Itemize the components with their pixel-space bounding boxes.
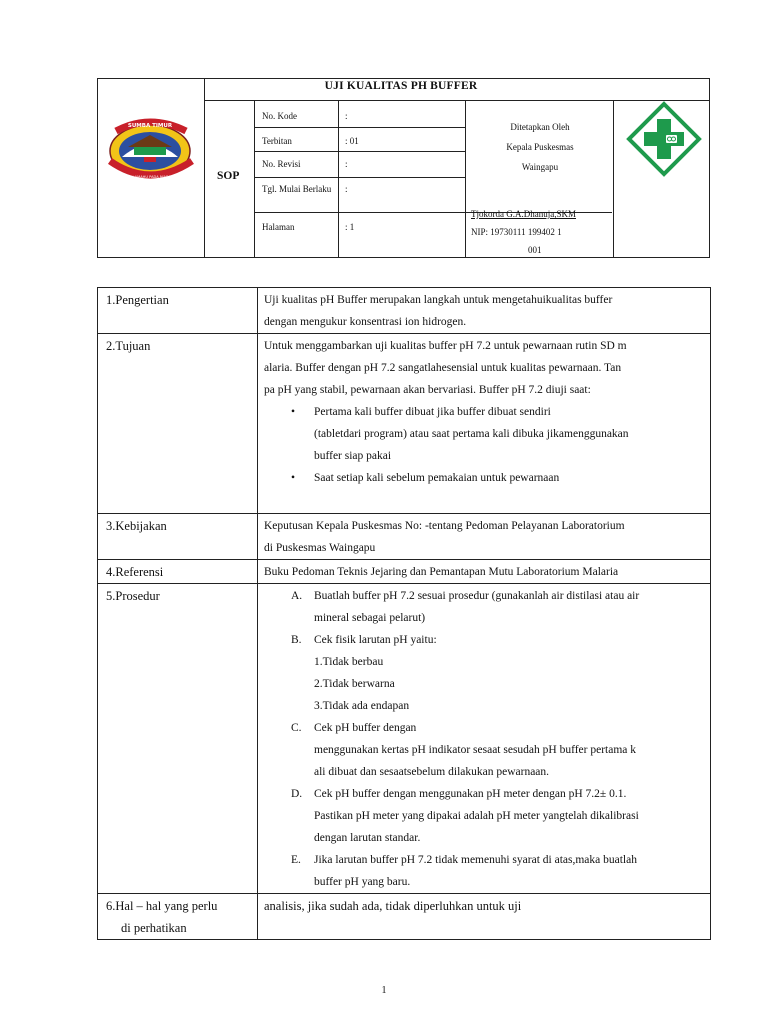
signature-block — [471, 205, 611, 259]
step-marker: D. — [291, 788, 303, 800]
sop-content-table — [97, 287, 711, 940]
text-line: dengan larutan standar. — [314, 832, 421, 844]
label-hal — [98, 894, 258, 940]
puskesmas-logo — [626, 101, 702, 177]
sub-item: 2.Tidak berwarna — [314, 678, 395, 690]
label-line: 6.Hal – hal yang perlu — [106, 899, 218, 913]
bullet-text: Saat setiap kali sebelum pemakaian untuk pewarnaan — [314, 472, 560, 484]
bullet-cont: buffer siap pakai — [314, 450, 392, 462]
field-value-kode: : — [345, 111, 348, 121]
sub-item: 1.Tidak berbau — [314, 656, 384, 668]
row-hal — [98, 894, 711, 940]
text-line: pa pH yang stabil, pewarnaan akan bervariasi. Buffer pH 7.2 diuji saat: — [264, 384, 591, 396]
text-line: ali dibuat dan sesaatsebelum dilakukan pewarnaan. — [314, 766, 550, 778]
bullet-item — [264, 467, 702, 489]
text-line: dengan mengukur konsentrasi ion hidrogen. — [264, 316, 467, 328]
signer-name: Tjokorda G.A.Dhanuja,SKM — [471, 209, 576, 219]
signer-nip: NIP: 19730111 199402 1 — [471, 227, 562, 237]
step-c — [264, 717, 702, 783]
label-kebijakan: 3.Kebijakan — [98, 514, 258, 560]
row-kebijakan — [98, 514, 711, 560]
approval-line: Kepala Puskesmas — [506, 142, 574, 152]
text-line: Untuk menggambarkan uji kualitas buffer pH 7.2 untuk pewarnaan rutin SD m — [264, 340, 627, 352]
divider — [465, 101, 466, 257]
field-label-tgl: Tgl. Mulai Berlaku — [262, 184, 332, 194]
field-value-terbitan: : 01 — [345, 136, 359, 146]
sub-item: 3.Tidak ada endapan — [314, 700, 410, 712]
content-pengertian — [258, 288, 711, 334]
divider — [254, 177, 465, 178]
divider — [613, 101, 614, 257]
text-line: Uji kualitas pH Buffer merupakan langkah untuk mengetahuikualitas buffer — [264, 294, 613, 306]
text-line: di Puskesmas Waingapu — [264, 542, 376, 554]
field-label-kode: No. Kode — [262, 111, 297, 121]
field-value-revisi: : — [345, 159, 348, 169]
logo-text-bottom: MATAWAI AMAHU PADA NJARA HAMU — [117, 175, 183, 179]
approval-block — [471, 117, 609, 177]
step-a — [264, 585, 702, 629]
content-prosedur — [258, 584, 711, 894]
field-label-terbitan: Terbitan — [262, 136, 292, 146]
content-referensi — [258, 560, 711, 584]
step-marker: B. — [291, 634, 302, 646]
text-line: Pastikan pH meter yang dipakai adalah pH meter yangtelah dikalibrasi — [314, 810, 639, 822]
sop-header-table — [97, 78, 710, 258]
label-pengertian: 1.Pengertian — [98, 288, 258, 334]
text-line: buffer pH yang baru. — [314, 876, 411, 888]
text-line: Cek pH buffer dengan menggunakan pH meter dengan pH 7.2± 0.1. — [314, 788, 627, 800]
divider — [254, 127, 465, 128]
bullet-text: Pertama kali buffer dibuat jika buffer dibuat sendiri — [314, 406, 551, 418]
step-marker: C. — [291, 722, 302, 734]
row-referensi — [98, 560, 711, 584]
text-line: mineral sebagai pelarut) — [314, 612, 426, 624]
step-e — [264, 849, 702, 893]
bullet-item — [264, 401, 702, 423]
text-line: Keputusan Kepala Puskesmas No: -tentang Pedoman Pelayanan Laboratorium — [264, 520, 625, 532]
label-prosedur: 5.Prosedur — [98, 584, 258, 894]
step-marker: E. — [291, 854, 301, 866]
signer-nip-cont: 001 — [528, 245, 542, 255]
label-referensi: 4.Referensi — [98, 560, 258, 584]
text-line: analisis, jika sudah ada, tidak diperluhkan untuk uji — [264, 899, 522, 913]
field-label-revisi: No. Revisi — [262, 159, 301, 169]
divider — [254, 101, 255, 257]
step-marker: A. — [291, 590, 303, 602]
field-label-halaman: Halaman — [262, 222, 295, 232]
page-number: 1 — [381, 985, 387, 996]
divider — [338, 101, 339, 257]
content-kebijakan — [258, 514, 711, 560]
text-line: Cek pH buffer dengan — [314, 722, 417, 734]
field-value-halaman: : 1 — [345, 222, 355, 232]
approval-line: Waingapu — [521, 162, 559, 172]
text-line: Buku Pedoman Teknis Jejaring dan Pemantapan Mutu Laboratorium Malaria — [264, 566, 619, 578]
label-line: di perhatikan — [121, 921, 187, 935]
content-hal — [258, 894, 711, 940]
step-b — [264, 629, 702, 651]
row-prosedur — [98, 584, 711, 894]
label-tujuan: 2.Tujuan — [98, 334, 258, 514]
document-title: UJI KUALITAS PH BUFFER — [324, 80, 478, 92]
logo-text-top: SUMBA TIMUR — [127, 123, 173, 129]
content-tujuan — [258, 334, 711, 514]
text-line: Cek fisik larutan pH yaitu: — [314, 634, 437, 646]
text-line: alaria. Buffer dengan pH 7.2 sangatlahesensial untuk kualitas pewarnaan. Tan — [264, 362, 622, 374]
text-line: Jika larutan buffer pH 7.2 tidak memenuhi syarat di atas,maka buatlah — [314, 854, 637, 866]
text-line: menggunakan kertas pH indikator sesaat sesudah pH buffer pertama k — [314, 744, 637, 756]
approval-line: Ditetapkan Oleh — [510, 122, 570, 132]
row-pengertian — [98, 288, 711, 334]
bullet-cont: (tabletdari program) atau saat pertama kali dibuka jikamenggunakan — [314, 428, 629, 440]
bullet-icon: • — [291, 472, 296, 484]
step-d — [264, 783, 702, 849]
regency-logo — [102, 115, 202, 185]
divider — [204, 79, 205, 257]
field-value-tgl: : — [345, 184, 348, 194]
text-line: Buatlah buffer pH 7.2 sesuai prosedur (gunakanlah air distilasi atau air — [314, 590, 640, 602]
bullet-icon: • — [291, 406, 296, 418]
row-tujuan — [98, 334, 711, 514]
divider — [254, 151, 465, 152]
sop-label: SOP — [217, 170, 240, 182]
